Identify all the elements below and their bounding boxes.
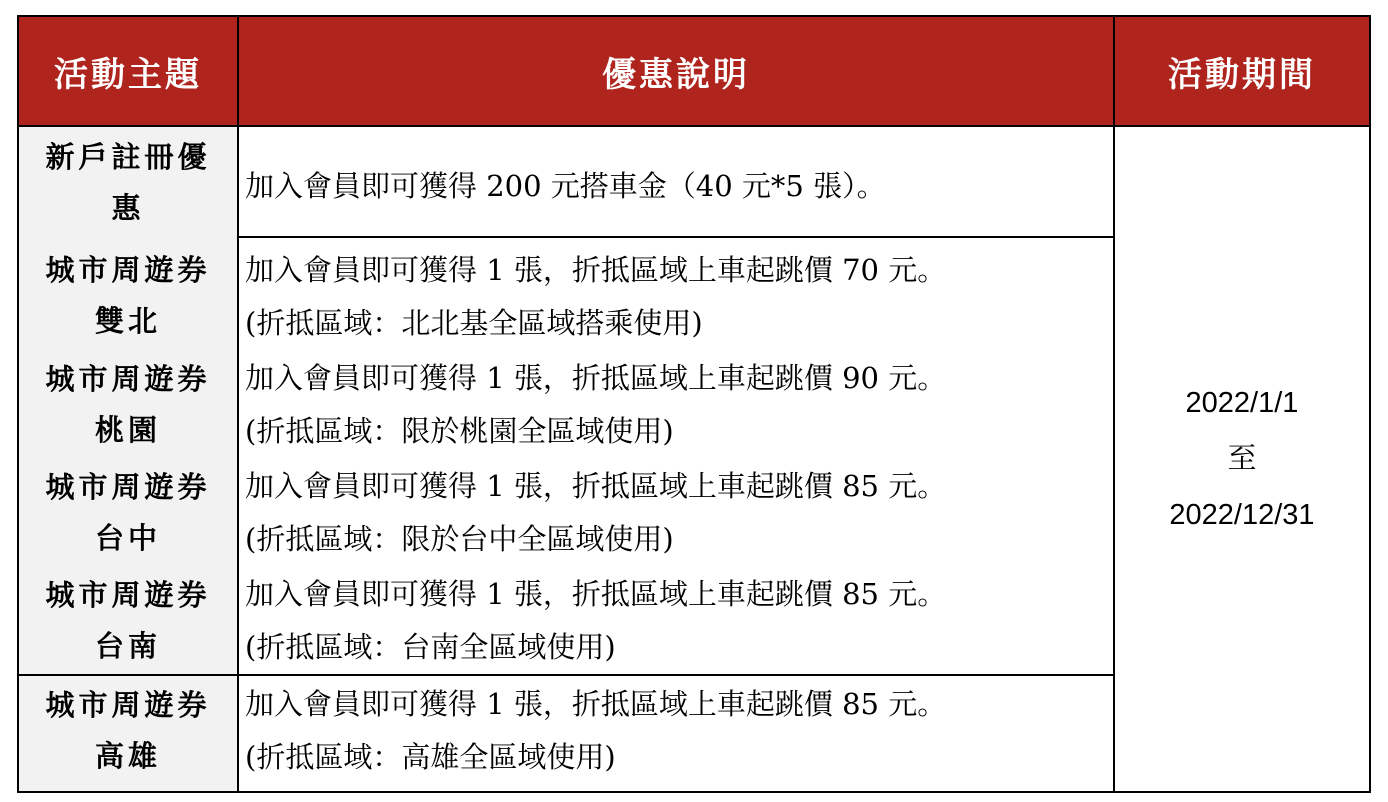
row-topic-line2: 雙北 — [94, 304, 161, 338]
row-topic-line1: 城市周遊券 — [45, 362, 211, 396]
row-description — [239, 678, 1113, 784]
row-description-line2: (折抵區域：限於台中全區域使用) — [245, 522, 674, 556]
row-topic-line1: 城市周遊券 — [45, 688, 211, 722]
row-description — [239, 568, 1113, 674]
row-description-line1: 加入會員即可獲得 1 張，折抵區域上車起跳價 70 元。 — [245, 253, 947, 287]
row-description-line2: (折抵區域：台南全區域使用) — [245, 630, 616, 664]
row-description-line1: 加入會員即可獲得 1 張，折抵區域上車起跳價 85 元。 — [245, 577, 947, 611]
activity-period — [1115, 127, 1369, 791]
row-description — [239, 160, 1113, 213]
row-description — [239, 460, 1113, 566]
row-description-line1: 加入會員即可獲得 200 元搭車金（40 元*5 張）。 — [245, 169, 886, 203]
row-topic — [19, 354, 237, 456]
row-topic-line2: 台中 — [94, 521, 161, 555]
row-description — [239, 352, 1113, 458]
row-topic — [19, 245, 237, 347]
row-divider — [17, 674, 1115, 676]
period-to: 至 — [1227, 443, 1257, 475]
row-topic-line1: 城市周遊券 — [45, 578, 211, 612]
row-topic — [19, 680, 237, 782]
row-topic — [19, 132, 237, 234]
row-description-line1: 加入會員即可獲得 1 張，折抵區域上車起跳價 85 元。 — [245, 469, 947, 503]
header-description: 優惠說明 — [602, 54, 750, 95]
table-border-left — [17, 15, 19, 793]
row-topic-line2: 高雄 — [94, 739, 161, 773]
table-border-bottom — [17, 791, 1371, 793]
row-description-line2: (折抵區域：北北基全區域搭乘使用) — [245, 306, 703, 340]
row-topic-line2: 惠 — [111, 191, 145, 225]
header-divider — [17, 125, 1371, 127]
row-topic — [19, 462, 237, 564]
row-divider — [237, 236, 1115, 238]
header-topic: 活動主題 — [54, 54, 202, 95]
row-description — [239, 244, 1113, 350]
period-end: 2022/12/31 — [1169, 499, 1315, 531]
row-description-line2: (折抵區域：限於桃園全區域使用) — [245, 414, 674, 448]
table-border-right — [1369, 15, 1371, 793]
row-description-line1: 加入會員即可獲得 1 張，折抵區域上車起跳價 90 元。 — [245, 361, 947, 395]
row-description-line1: 加入會員即可獲得 1 張，折抵區域上車起跳價 85 元。 — [245, 687, 947, 721]
row-topic-line1: 城市周遊券 — [45, 470, 211, 504]
row-topic-line2: 桃園 — [94, 413, 161, 447]
column-divider-2 — [1113, 15, 1115, 793]
period-start: 2022/1/1 — [1185, 387, 1299, 419]
row-topic-line2: 台南 — [94, 629, 161, 663]
row-topic-line1: 新戶註冊優 — [45, 140, 211, 174]
table-border-top — [17, 15, 1371, 17]
row-description-line2: (折抵區域：高雄全區域使用) — [245, 740, 616, 774]
row-topic-line1: 城市周遊券 — [45, 253, 211, 287]
row-topic — [19, 570, 237, 672]
column-divider-1 — [237, 15, 239, 793]
header-period: 活動期間 — [1168, 54, 1316, 95]
